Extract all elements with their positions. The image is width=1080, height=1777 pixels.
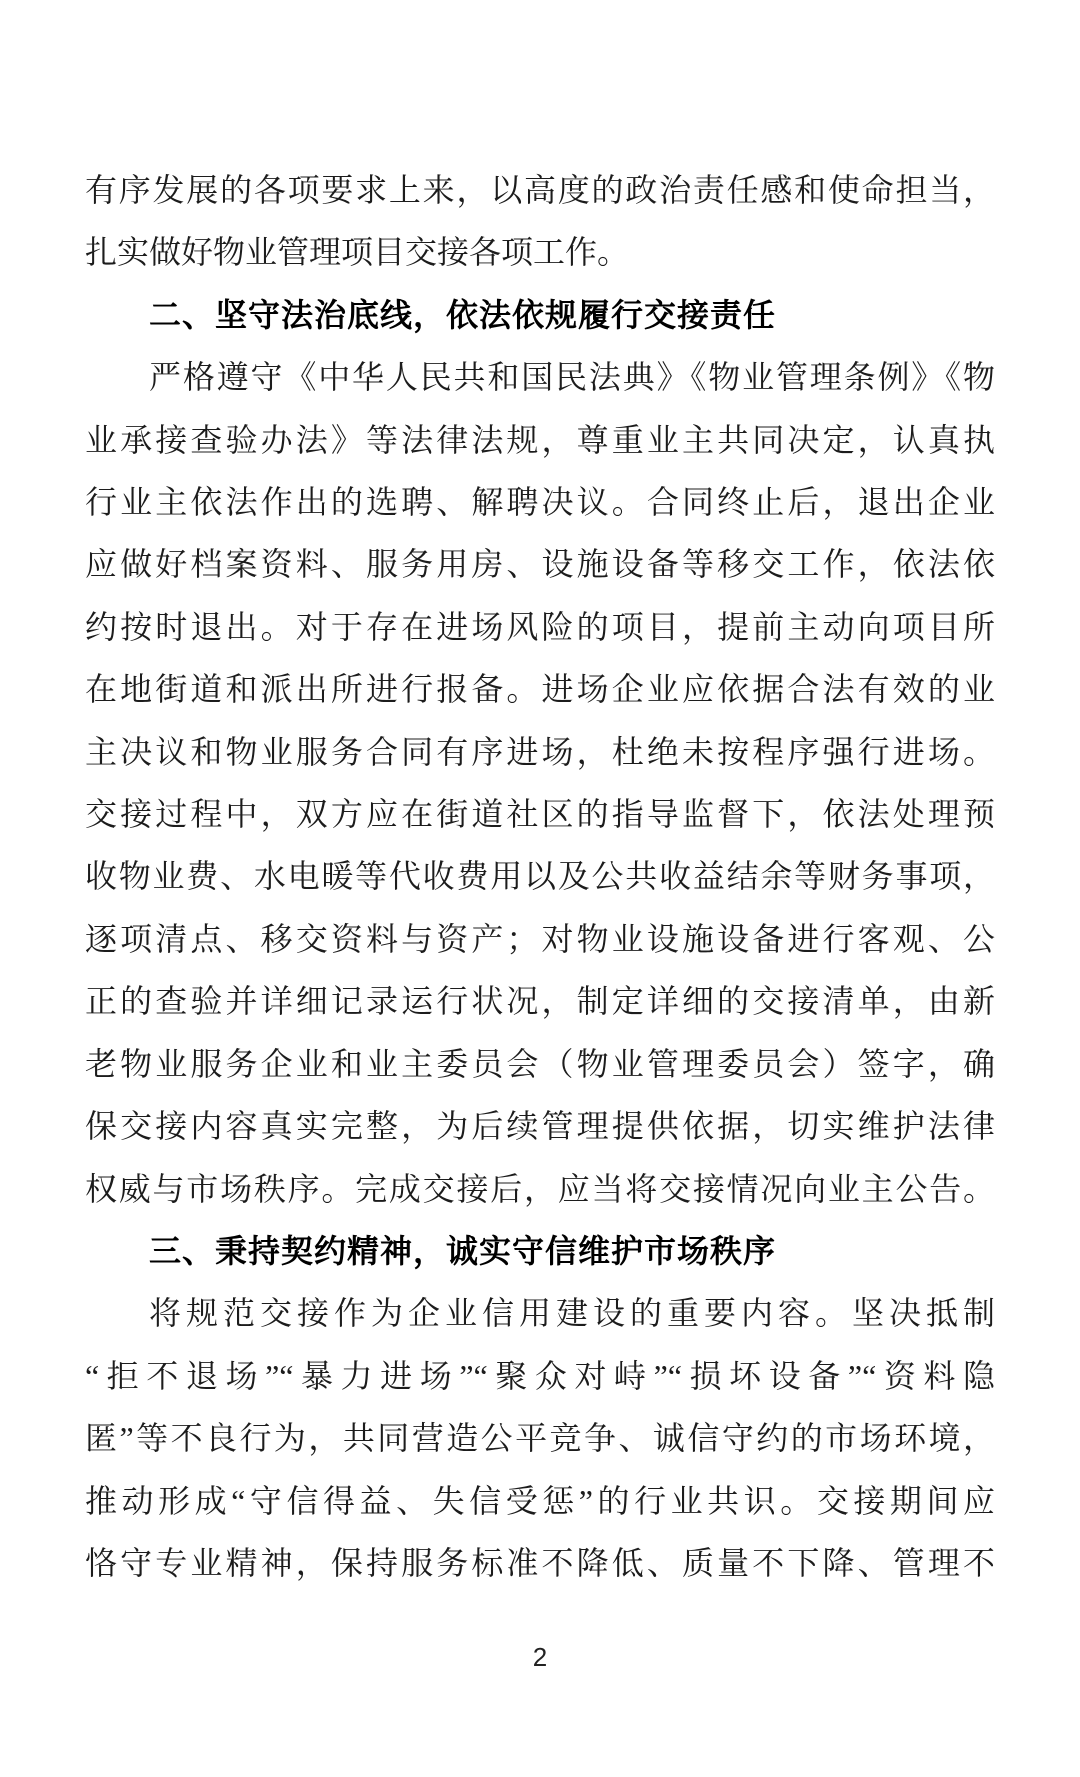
text-line: 应做好档案资料、服务用房、设施设备等移交工作，依法依: [85, 546, 995, 583]
text-line: 约按时退出。对于存在进场风险的项目，提前主动向项目所: [85, 608, 995, 645]
text-line: 恪守专业精神，保持服务标准不降低、质量不下降、管理不: [85, 1544, 995, 1581]
text-line: 权威与市场秩序。完成交接后，应当将交接情况向业主公告。: [85, 1170, 995, 1207]
text-line: 推动形成“守信得益、失信受惩”的行业共识。交接期间应: [85, 1482, 995, 1519]
text-line: 有序发展的各项要求上来，以高度的政治责任感和使命担当，: [85, 172, 995, 208]
text-line: 逐项清点、移交资料与资产；对物业设施设备进行客观、公: [85, 920, 995, 957]
text-line: 收物业费、水电暖等代收费用以及公共收益结余等财务事项，: [85, 858, 995, 895]
text-line: 业承接查验办法》等法律法规，尊重业主共同决定，认真执: [85, 421, 995, 458]
text-line: 保交接内容真实完整，为后续管理提供依据，切实维护法律: [85, 1108, 995, 1145]
text-line: 主决议和物业服务合同有序进场，杜绝未按程序强行进场。: [85, 733, 995, 770]
page-number: 2: [532, 1642, 548, 1672]
text-line: 匿”等不良行为，共同营造公平竞争、诚信守约的市场环境，: [85, 1420, 995, 1457]
text-line: 将规范交接作为企业信用建设的重要内容。坚决抵制: [149, 1295, 995, 1332]
section-heading: 三、秉持契约精神，诚实守信维护市场秩序: [149, 1232, 777, 1269]
text-line: 交接过程中，双方应在街道社区的指导监督下，依法处理预: [85, 796, 995, 833]
text-line: “拒不退场”“暴力进场”“聚众对峙”“损坏设备”“资料隐: [85, 1357, 995, 1394]
page-footer: [0, 1642, 1080, 1673]
text-line: 行业主依法作出的选聘、解聘决议。合同终止后，退出企业: [85, 484, 995, 521]
text-line: 正的查验并详细记录运行状况，制定详细的交接清单，由新: [85, 983, 995, 1020]
text-line: 老物业服务企业和业主委员会（物业管理委员会）签字，确: [85, 1045, 995, 1082]
document-body: [85, 159, 995, 1594]
text-line: 扎实做好物业管理项目交接各项工作。: [85, 234, 630, 271]
section-heading: 二、坚守法治底线，依法依规履行交接责任: [149, 296, 777, 333]
text-line: 严格遵守《中华人民共和国民法典》《物业管理条例》《物: [149, 359, 995, 396]
text-line: 在地街道和派出所进行报备。进场企业应依据合法有效的业: [85, 671, 995, 708]
